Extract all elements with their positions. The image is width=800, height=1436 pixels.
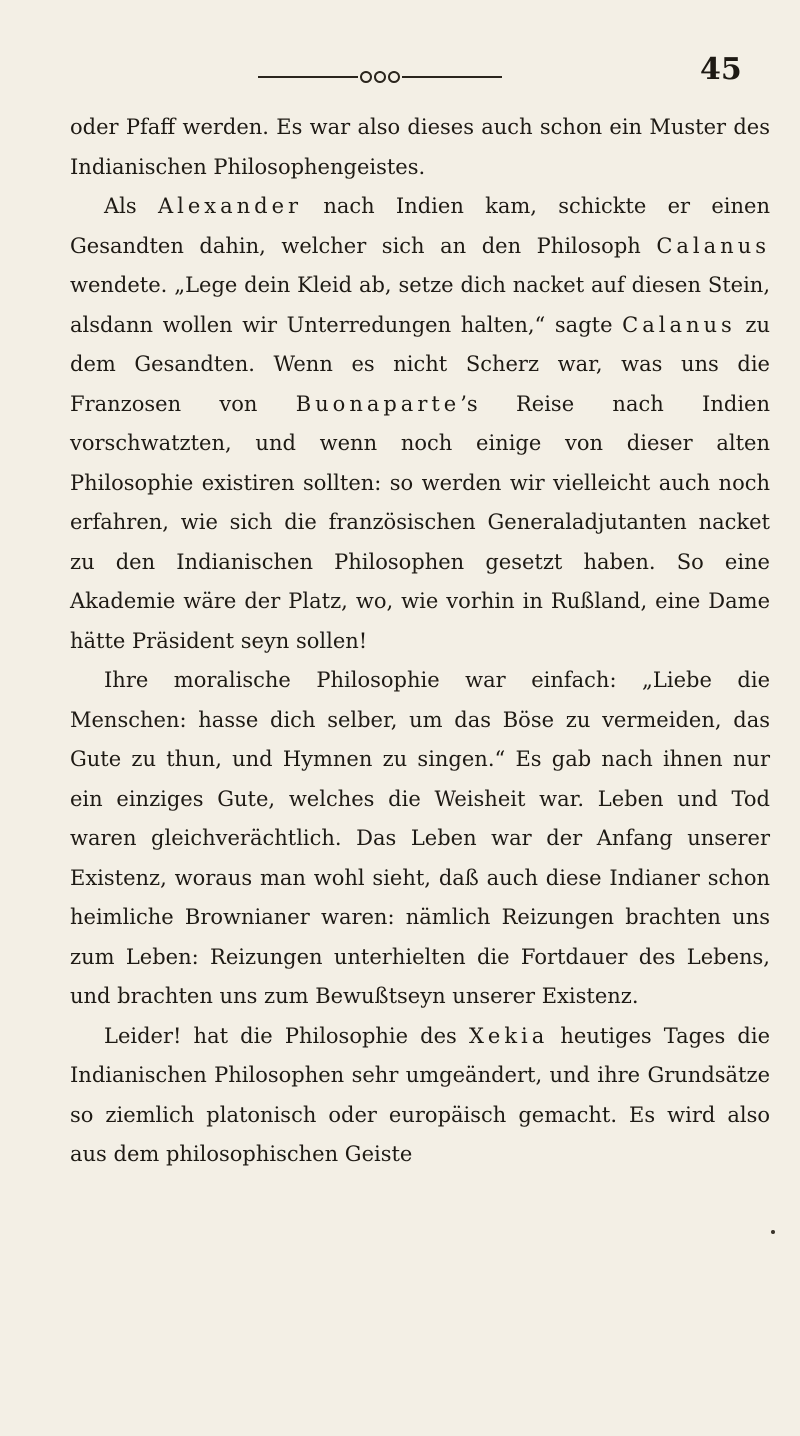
paragraph [70, 1017, 770, 1175]
text-run: Ihre moralische Philosophie war einfach: „Liebe die Menschen: hasse dich selber, um das Böse zu vermeiden, das Gute zu thun, und Hymnen zu singen.“ Es gab nach ihnen nur ein einziges Gute, welches die Weisheit war. Leben und Tod waren gleichverächtlich. Das Leben war der Anfang unserer Existenz, woraus man wohl sieht, daß auch diese Indianer schon heimliche Brownianer waren: nämlich Reizungen brachten uns zum Leben: Reizungen unterhielten die Fortdauer des Lebens, und brachten uns zum Bewußtseyn unserer Existenz. [70, 668, 770, 1008]
text-run: heutiges Tages die Indianischen Philosophen sehr umgeändert, und ihre Grundsätze so ziemlich platonisch oder europäisch gemacht. Es wird also aus dem philosophischen Geiste [70, 1023, 771, 1166]
paragraph [70, 108, 770, 187]
text-run: ’s Reise nach Indien vorschwatzten, und wenn noch einige von dieser alten Philosophie existiren sollten: so werden wir vielleicht auch noch erfahren, wie sich die französischen Generaladjutanten nacket zu den Indianischen Philosophen gesetzt haben. So eine Akademie wäre der Platz, wo, wie vorhin in Rußland, eine Dame hätte Präsident seyn sollen! [70, 391, 770, 653]
ink-speck [771, 1230, 775, 1234]
spaced-name: Buonaparte [295, 391, 461, 416]
text-run: Leider! hat die Philosophie des [104, 1023, 469, 1048]
text-run: wendete. „Lege dein Kleid ab, setze dich nacket auf diesen Stein, alsdann wollen wir Unterredungen halten,“ sagte [70, 273, 770, 337]
page-number: 45 [700, 52, 742, 87]
text-run: oder Pfaff werden. Es war also dieses auch schon ein Muster des Indianischen Philosophengeistes. [70, 115, 770, 179]
body-text [70, 108, 770, 1175]
spaced-name: Xekia [468, 1023, 549, 1048]
paragraph [70, 661, 770, 1017]
text-run: nach Indien kam, schickte er einen Gesandten dahin, welcher sich an den Philosoph [70, 194, 770, 258]
header-ornament [258, 70, 518, 84]
paragraph [70, 187, 770, 661]
spaced-name: Alexander [157, 194, 303, 218]
text-run: zu dem Gesandten. Wenn es nicht Scherz war, was uns die Franzosen von [70, 312, 771, 416]
spaced-name: Calanus [622, 312, 736, 337]
text-run: Als [104, 194, 158, 218]
spaced-name: Calanus [656, 233, 770, 258]
